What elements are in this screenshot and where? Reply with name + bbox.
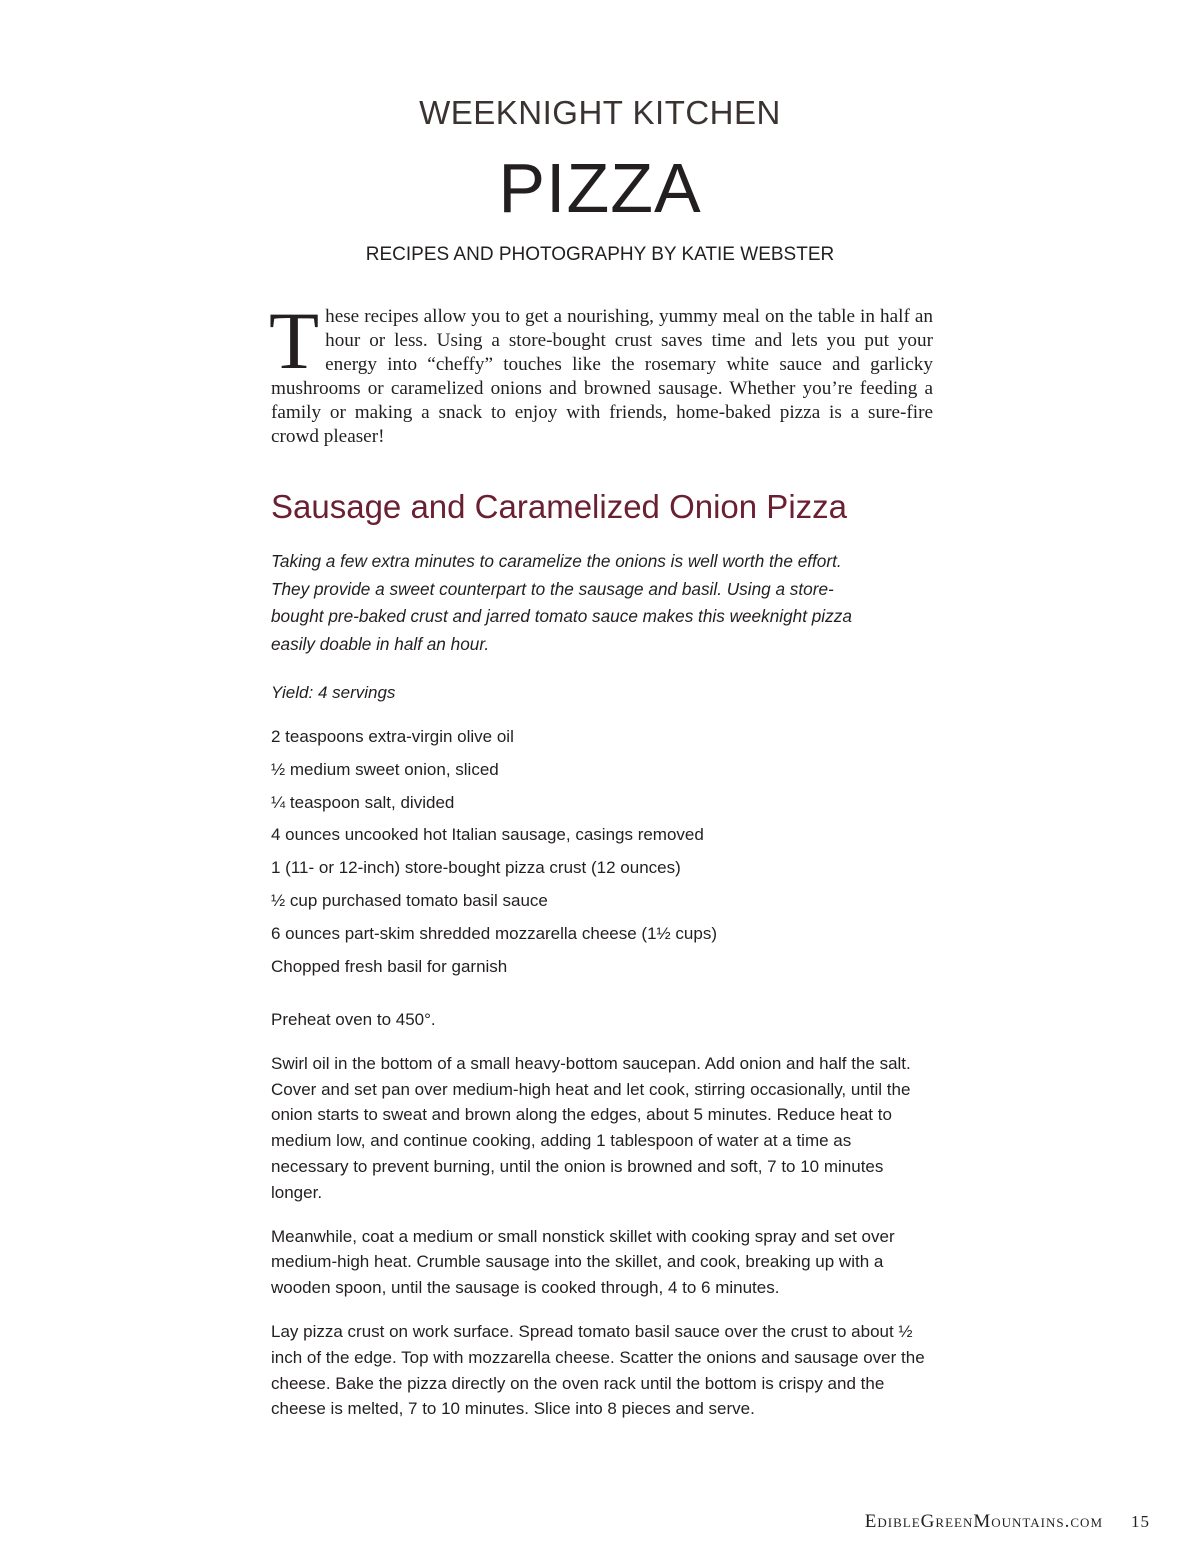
- ingredient-list: [271, 724, 717, 986]
- section-kicker: WEEKNIGHT KITCHEN: [419, 94, 781, 131]
- page-title: PIZZA: [498, 149, 702, 227]
- ingredient-item: Chopped fresh basil for garnish: [271, 956, 508, 976]
- direction-step: Lay pizza crust on work surface. Spread tomato basil sauce over the crust to about ½ inch of the edge. Top with mozzarella cheese. Scatter the onions and sausage over the cheese. Bake the pizza directly on the oven rack until the bottom is crispy and the cheese is melted, 7 to 10 minutes. Slice into 8 pieces and serve.: [271, 1321, 925, 1419]
- page-footer: [760, 1511, 1150, 1533]
- ingredient-item: ½ medium sweet onion, sliced: [271, 759, 499, 779]
- intro-paragraph: [269, 295, 933, 449]
- ingredient-item: 1 (11- or 12-inch) store-bought pizza crust (12 ounces): [271, 858, 681, 878]
- ingredient-item: 4 ounces uncooked hot Italian sausage, casings removed: [271, 825, 704, 845]
- recipe-yield: Yield: 4 servings: [271, 683, 396, 702]
- intro-text: hese recipes allow you to get a nourishing, yummy meal on the table in half an hour or less. Using a store-bought crust saves time and lets you put your energy into “cheffy” touches like the rosemary white sauce and garlicky mushrooms or caramelized onions and browned sausage. Whether you’re feeding a family or making a snack to enjoy with friends, home-baked pizza is a sure-fire crowd pleaser!: [271, 306, 933, 447]
- footer-site: EdibleGreenMountains.com: [864, 1511, 1103, 1532]
- ingredient-item: ½ cup purchased tomato basil sauce: [271, 890, 548, 910]
- recipe-description: Taking a few extra minutes to caramelize the onions is well worth the effort. They provide a sweet counterpart to the sausage and basil. Using a store-bought pre-baked crust and jarred tomato sauce makes this weeknight pizza easily doable in half an hour.: [271, 551, 852, 654]
- page-number: 15: [1131, 1512, 1150, 1531]
- ingredient-item: 2 teaspoons extra-virgin olive oil: [271, 727, 514, 746]
- directions: [271, 1007, 931, 1440]
- direction-step: Preheat oven to 450°.: [271, 1010, 436, 1029]
- direction-step: Swirl oil in the bottom of a small heavy-bottom saucepan. Add onion and half the salt. Cover and set pan over medium-high heat and let cook, stirring occasionally, until the onion starts to sweat and brown along the edges, about 5 minutes. Reduce heat to medium low, and continue cooking, adding 1 tablespoon of water at a time as necessary to prevent burning, until the onion is browned and soft, 7 to 10 minutes longer.: [271, 1053, 911, 1202]
- ingredient-item: 6 ounces part-skim shredded mozzarella cheese (1½ cups): [271, 923, 717, 943]
- drop-cap: T: [269, 295, 320, 386]
- recipe-title: Sausage and Caramelized Onion Pizza: [271, 488, 848, 525]
- direction-step: Meanwhile, coat a medium or small nonstick skillet with cooking spray and set over medium-high heat. Crumble sausage into the skillet, and cook, breaking up with a wooden spoon, until the sausage is cooked through, 4 to 6 minutes.: [271, 1226, 895, 1298]
- ingredient-item: ¼ teaspoon salt, divided: [271, 792, 455, 812]
- byline: RECIPES AND PHOTOGRAPHY BY KATIE WEBSTER: [365, 244, 835, 265]
